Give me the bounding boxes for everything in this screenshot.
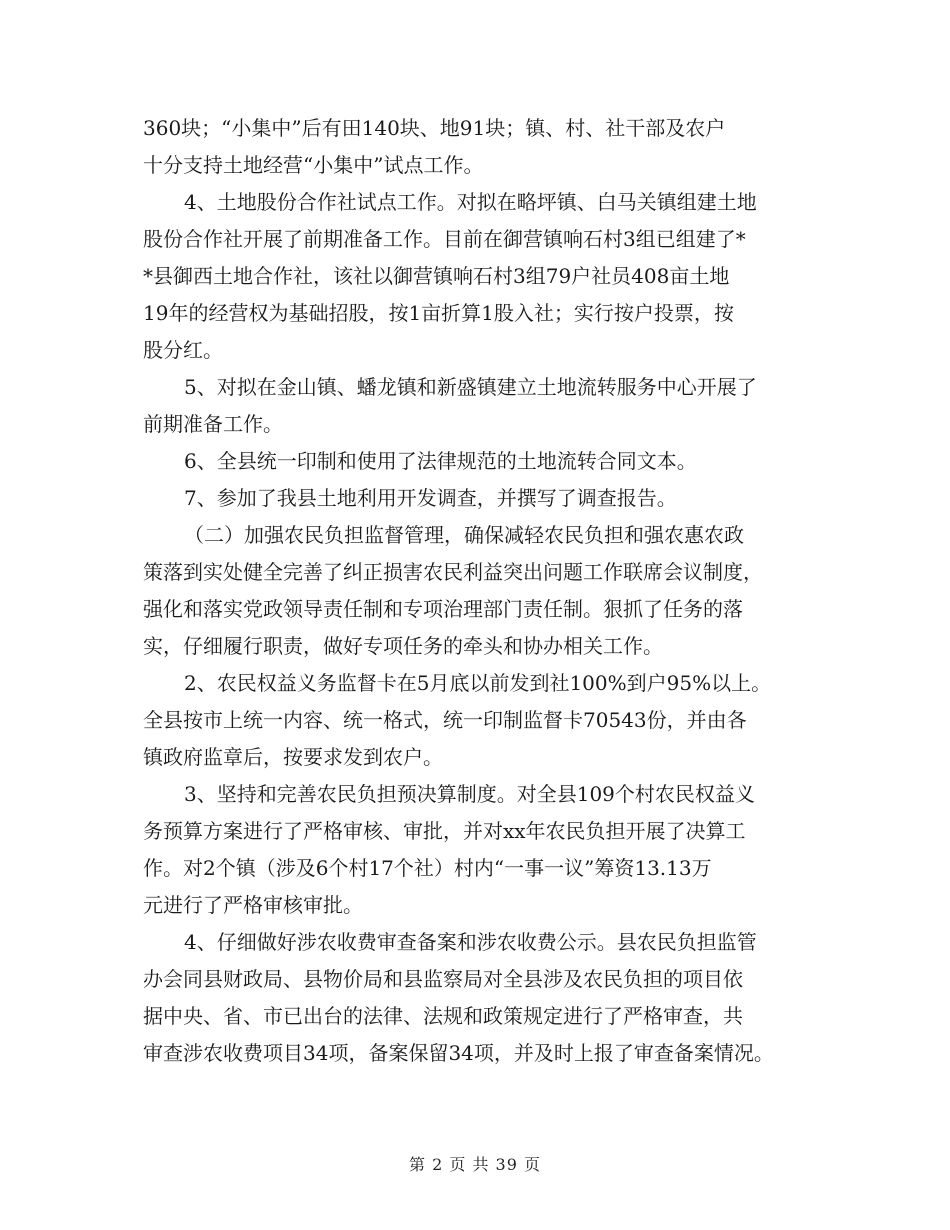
section-heading: （二）加强农民负担监督管理，确保减轻农民负担和强农惠农政 xyxy=(184,523,744,547)
text-line: 实，仔细履行职责，做好专项任务的牵头和协办相关工作。 xyxy=(143,634,663,658)
text-line: 策落到实处健全完善了纠正损害农民利益突出问题工作联席会议制度， xyxy=(143,560,763,584)
text-line: 镇政府监章后，按要求发到农户。 xyxy=(143,745,443,769)
text-line: 务预算方案进行了严格审核、审批，并对xx年农民负担开展了决算工 xyxy=(143,819,746,843)
text-line: 股份合作社开展了前期准备工作。目前在御营镇响石村3组已组建了* xyxy=(143,227,746,251)
text-line: 办会同县财政局、县物价局和县监察局对全县涉及农民负担的项目依 xyxy=(143,967,743,991)
text-line: 元进行了严格审核审批。 xyxy=(143,893,363,917)
text-line: 审查涉农收费项目34项，备案保留34项，并及时上报了审查备案情况。 xyxy=(143,1041,774,1065)
text-line: 股分红。 xyxy=(143,338,223,362)
page-number-footer: 第 2 页 共 39 页 xyxy=(409,1155,541,1174)
text-line: 3、坚持和完善农民负担预决算制度。对全县109个村农民权益义 xyxy=(184,782,755,806)
text-line: 十分支持土地经营“小集中”试点工作。 xyxy=(143,153,484,177)
text-line: 4、土地股份合作社试点工作。对拟在略坪镇、白马关镇组建土地 xyxy=(184,190,757,214)
text-line: 强化和落实党政领导责任制和专项治理部门责任制。狠抓了任务的落 xyxy=(143,597,743,621)
text-line: 2、农民权益义务监督卡在5月底以前发到社100%到户95%以上。 xyxy=(184,671,772,695)
text-line: 5、对拟在金山镇、蟠龙镇和新盛镇建立土地流转服务中心开展了 xyxy=(184,375,757,399)
text-line: 据中央、省、市已出台的法律、法规和政策规定进行了严格审查，共 xyxy=(143,1004,743,1028)
text-line: 全县按市上统一内容、统一格式，统一印制监督卡70543份，并由各 xyxy=(143,708,747,732)
text-line: 19年的经营权为基础招股，按1亩折算1股入社；实行按户投票，按 xyxy=(143,301,734,325)
document-body xyxy=(143,110,843,1072)
text-line: 作。对2个镇（涉及6个村17个社）村内“一事一议”筹资13.13万 xyxy=(143,856,712,880)
text-line: 360块；“小集中”后有田140块、地91块；镇、村、社干部及农户 xyxy=(143,116,726,140)
text-line: 6、全县统一印制和使用了法律规范的土地流转合同文本。 xyxy=(184,449,697,473)
text-line: 7、参加了我县土地利用开发调查，并撰写了调查报告。 xyxy=(184,486,677,510)
text-line: 4、仔细做好涉农收费审查备案和涉农收费公示。县农民负担监管 xyxy=(184,930,757,954)
text-line: 前期准备工作。 xyxy=(143,412,283,436)
text-line: *县御西土地合作社，该社以御营镇响石村3组79户社员408亩土地 xyxy=(143,264,730,288)
